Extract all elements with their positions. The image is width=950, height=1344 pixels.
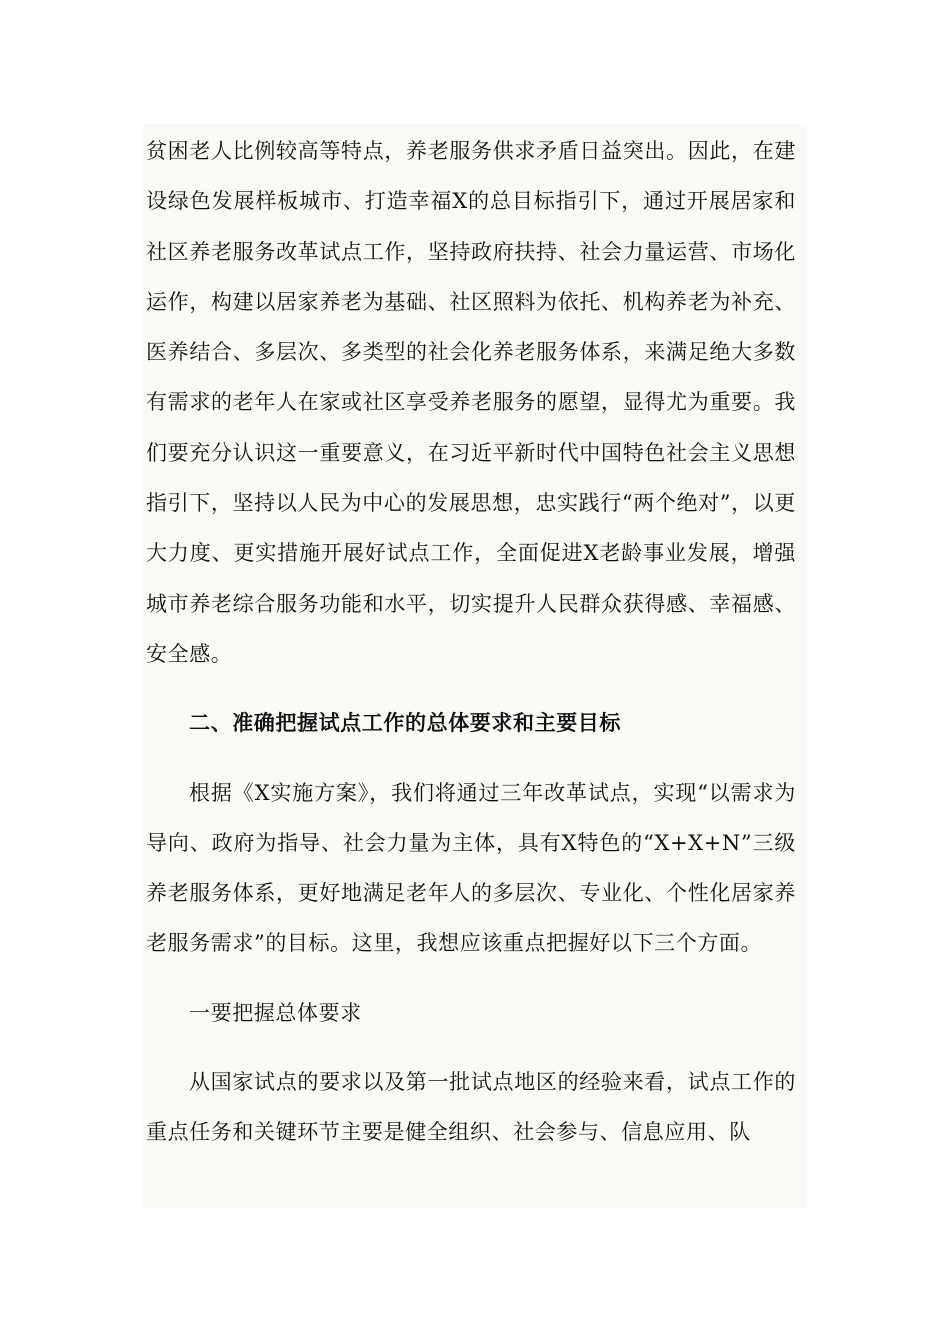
section-heading-2: 二、准确把握试点工作的总体要求和主要目标: [189, 710, 621, 736]
paragraph-gap: [146, 969, 796, 988]
paragraph-gap: [146, 749, 796, 768]
paragraph-gap: [146, 679, 796, 698]
document-body: [146, 126, 796, 1158]
paragraph-implementation-plan: 根据《X实施方案》，我们将通过三年改革试点，实现“以需求为导向、政府为指导、社会力量为主体，具有X特色的“X+X+N”三级养老服务体系，更好地满足老年人的多层次、专业化、个性化居家养老服务需求”的目标。这里，我想应该重点把握好以下三个方面。: [146, 780, 796, 956]
paragraph-national-pilot: 从国家试点的要求以及第一批试点地区的经验来看，试点工作的重点任务和关键环节主要是健全组织、社会参与、信息应用、队: [146, 1070, 796, 1145]
paragraph-intro-continued: 贫困老人比例较高等特点，养老服务供求矛盾日益突出。因此，在建设绿色发展样板城市、打造幸福X的总目标指引下，通过开展居家和社区养老服务改革试点工作，坚持政府扶持、社会力量运营、市场化运作，构建以居家养老为基础、社区照料为依托、机构养老为补充、医养结合、多层次、多类型的社会化养老服务体系，来满足绝大多数有需求的老年人在家或社区享受养老服务的愿望，显得尤为重要。我们要充分认识这一重要意义，在习近平新时代中国特色社会主义思想指引下，坚持以人民为中心的发展思想，忠实践行“两个绝对”，以更大力度、更实措施开展好试点工作，全面促进X老龄事业发展，增强城市养老综合服务功能和水平，切实提升人民群众获得感、幸福感、安全感。: [146, 139, 796, 666]
subheading-overall-requirements: 一要把握总体要求: [189, 1000, 362, 1025]
paragraph-gap: [146, 1038, 796, 1057]
